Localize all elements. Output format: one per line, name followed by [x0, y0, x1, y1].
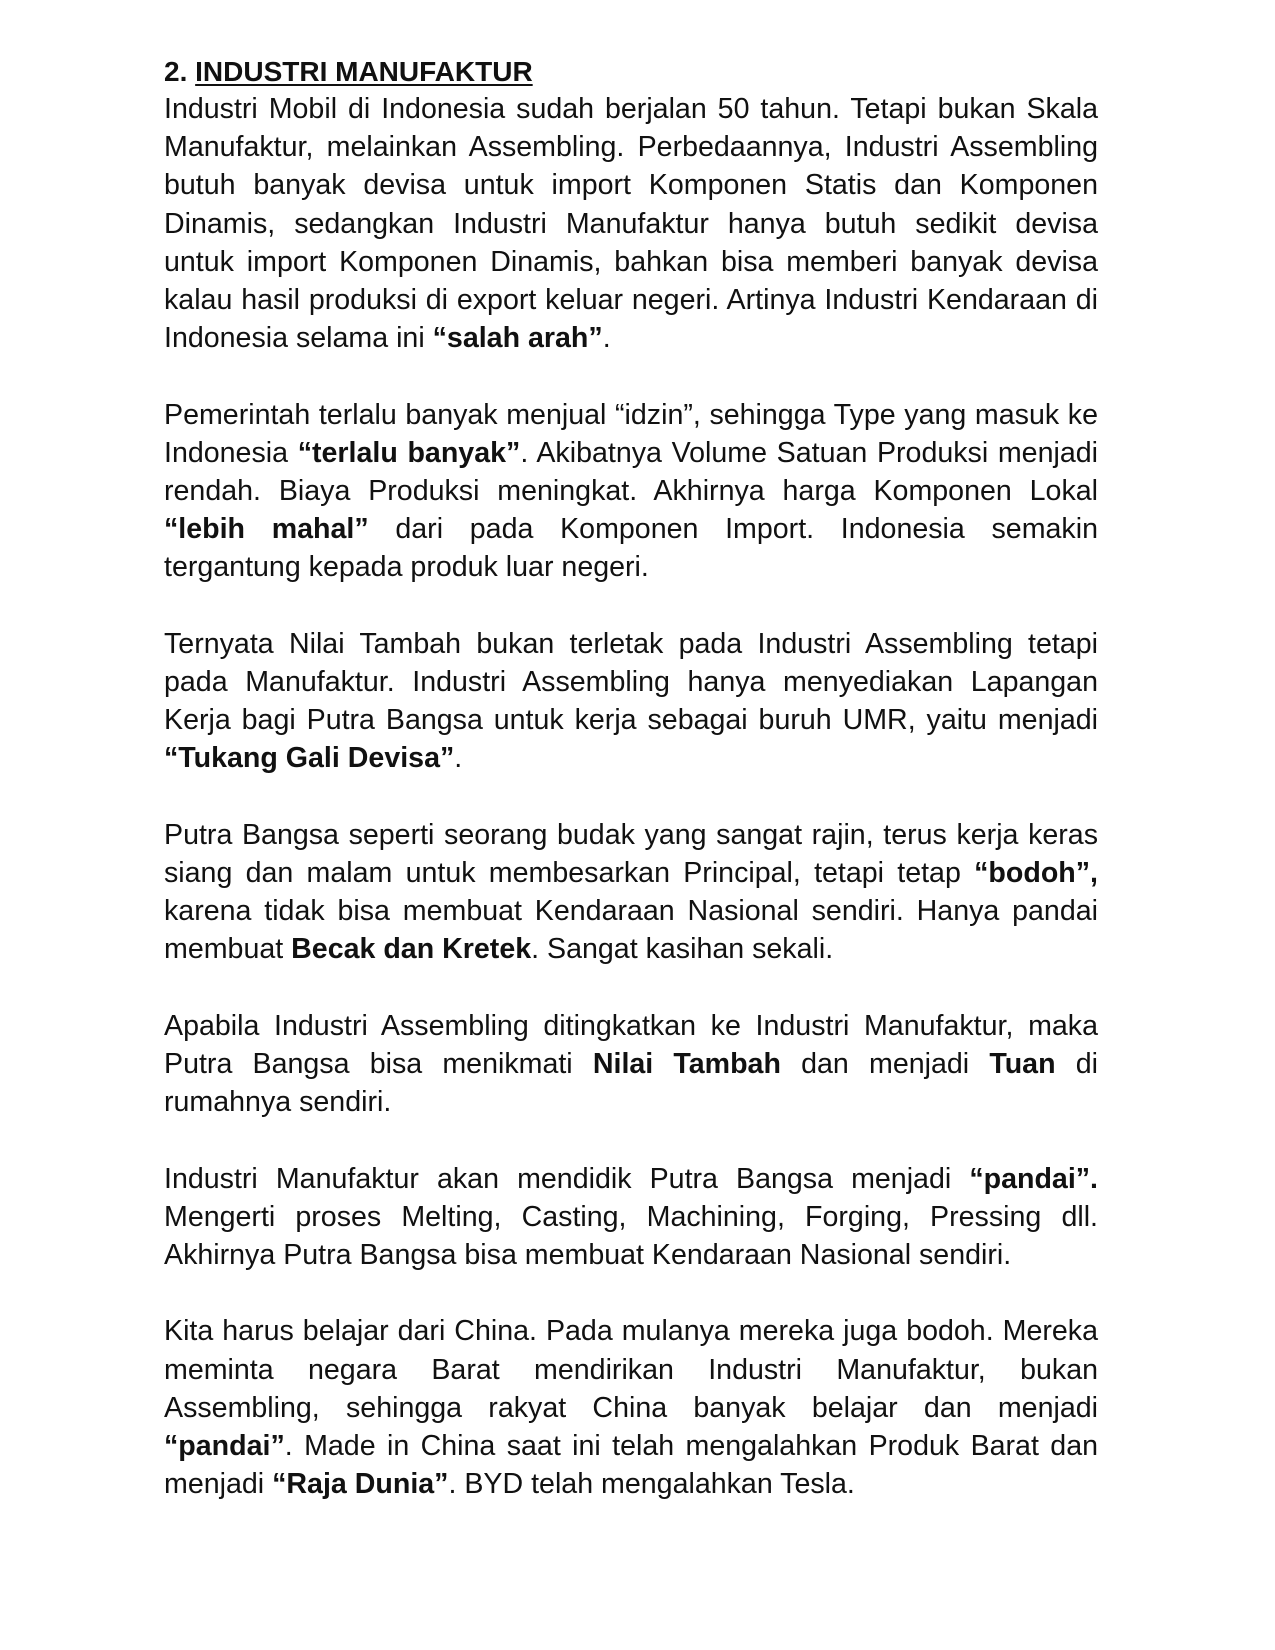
paragraph-5-end: di rumahnya sendiri. — [164, 1048, 1098, 1119]
paragraph-1-emphasis: “salah arah” — [432, 322, 603, 355]
paragraph-3-text: Ternyata Nilai Tambah bukan terletak pada Industri Assembling tetapi pada Manufaktur. Industri Assembling hanya menyediakan Lapangan Kerja bagi Putra Bangsa untuk kerja sebagai buruh UMR, yaitu menjadi — [164, 627, 1098, 737]
paragraph-5 — [164, 1007, 1098, 1122]
paragraph-7 — [164, 1312, 1098, 1503]
paragraph-2-text-2: . Akibatnya Volume Satuan Produksi menjadi rendah. Biaya Produksi meningkat. Akhirnya harga Komponen Lokal — [164, 436, 1099, 508]
paragraph-5-text: Apabila Industri Assembling ditingkatkan ke Industri Manufaktur, maka Putra Bangsa bisa menikmati — [164, 1009, 1098, 1081]
paragraph-2-end: dari pada Komponen Import. Indonesia semakin tergantung kepada produk luar negeri. — [164, 513, 1098, 584]
paragraph-7-text-2: . Made in China saat ini telah mengalahkan Produk Barat dan menjadi — [164, 1430, 1098, 1501]
paragraph-6-text: Industri Manufaktur akan mendidik Putra Bangsa menjadi — [164, 1162, 970, 1195]
paragraph-5-emphasis-1: Nilai Tambah — [592, 1048, 781, 1081]
paragraph-5-text-2: dan menjadi — [780, 1048, 990, 1081]
paragraph-1-text: Industri Mobil di Indonesia sudah berjalan 50 tahun. Tetapi bukan Skala Manufaktur, melainkan Assembling. Perbedaannya, Industri Assembling butuh banyak devisa untuk import Komponen Statis dan Komponen Dinamis, sedangkan Industri Manufaktur hanya butuh sedikit devisa untuk import Komponen Dinamis, bahkan bisa memberi banyak devisa kalau hasil produksi di export keluar negeri. Artinya Industri Kendaraan di Indonesia selama ini — [164, 93, 1098, 355]
paragraph-1-end: . — [602, 322, 611, 355]
paragraph-4-end: . Sangat kasihan sekali. — [531, 933, 834, 966]
paragraph-4-text-2: karena tidak bisa membuat Kendaraan Nasional sendiri. Hanya pandai membuat — [164, 895, 1098, 966]
paragraph-7-emphasis-1: “pandai” — [164, 1430, 285, 1463]
paragraph-4-emphasis-1: “bodoh”, — [974, 857, 1098, 890]
paragraph-3 — [164, 625, 1098, 778]
section-heading — [164, 54, 1098, 90]
paragraph-3-end: . — [454, 742, 463, 775]
paragraph-5-emphasis-2: Tuan — [989, 1048, 1056, 1081]
paragraph-3-emphasis: “Tukang Gali Devisa” — [164, 742, 455, 775]
paragraph-4-text: Putra Bangsa seperti seorang budak yang sangat rajin, terus kerja keras siang dan malam untuk membesarkan Principal, tetapi tetap — [164, 818, 1098, 890]
paragraph-6-emphasis: “pandai”. — [969, 1162, 1098, 1195]
paragraph-4 — [164, 816, 1098, 969]
paragraph-1 — [164, 90, 1098, 357]
document-page — [164, 54, 1098, 1542]
section-number: 2. — [164, 56, 188, 87]
paragraph-2-emphasis-1: “terlalu banyak” — [297, 436, 521, 469]
paragraph-6-end: Mengerti proses Melting, Casting, Machining, Forging, Pressing dll. Akhirnya Putra Bangsa bisa membuat Kendaraan Nasional sendiri. — [164, 1200, 1098, 1272]
paragraph-7-emphasis-2: “Raja Dunia” — [272, 1468, 449, 1501]
paragraph-4-emphasis-2: Becak dan Kretek — [291, 933, 532, 966]
section-title: INDUSTRI MANUFAKTUR — [195, 56, 533, 87]
paragraph-7-end: . BYD telah mengalahkan Tesla. — [448, 1468, 855, 1501]
paragraph-7-text: Kita harus belajar dari China. Pada mulanya mereka juga bodoh. Mereka meminta negara Barat mendirikan Industri Manufaktur, bukan Assembling, sehingga rakyat China banyak belajar dan menjadi — [164, 1315, 1098, 1424]
paragraph-6 — [164, 1160, 1098, 1275]
paragraph-2 — [164, 396, 1098, 587]
paragraph-2-text: Pemerintah terlalu banyak menjual “idzin”, sehingga Type yang masuk ke Indonesia — [164, 398, 1098, 469]
paragraph-2-emphasis-2: “lebih mahal” — [164, 513, 369, 546]
